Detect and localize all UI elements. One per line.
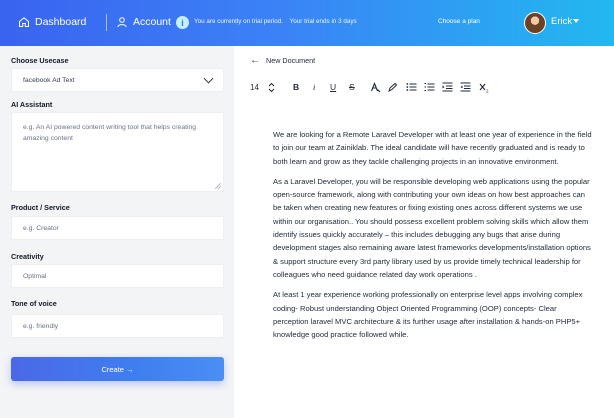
outdent-icon[interactable] bbox=[460, 80, 471, 94]
choose-plan-link[interactable]: Choose a plan bbox=[438, 18, 480, 25]
text-color-icon[interactable] bbox=[370, 80, 381, 94]
assistant-placeholder: e.g. An AI powered content writing tool that helps creating amazing content bbox=[23, 124, 197, 142]
usecase-label: Choose Usecase bbox=[11, 56, 69, 65]
document-editor bbox=[234, 46, 614, 418]
user-icon bbox=[116, 16, 128, 28]
tone-label: Tone of voice bbox=[11, 299, 57, 308]
trial-remaining: Your trial ends in 3 days bbox=[289, 18, 357, 25]
usecase-value: facebook Ad Text bbox=[23, 76, 75, 84]
document-body[interactable] bbox=[273, 128, 593, 348]
font-size-value[interactable]: 14 bbox=[250, 82, 259, 92]
document-title: New Document bbox=[266, 56, 316, 65]
creativity-value: Optimal bbox=[23, 272, 47, 280]
subscript-icon[interactable] bbox=[479, 80, 490, 94]
creativity-label: Creativity bbox=[11, 252, 44, 261]
info-icon: i bbox=[176, 16, 189, 29]
indent-icon[interactable] bbox=[442, 80, 453, 94]
assistant-textarea[interactable] bbox=[11, 112, 224, 192]
stepper-icon bbox=[268, 82, 275, 93]
back-to-documents[interactable] bbox=[250, 55, 315, 66]
bullet-list-icon[interactable] bbox=[406, 80, 417, 94]
numbered-list-icon[interactable] bbox=[424, 80, 435, 94]
top-navigation-bar bbox=[0, 0, 614, 46]
home-icon bbox=[18, 16, 30, 28]
generator-sidebar bbox=[0, 46, 234, 418]
arrow-left-icon: ← bbox=[250, 55, 260, 66]
tone-placeholder: e.g. friendly bbox=[23, 322, 59, 330]
resize-handle-icon[interactable] bbox=[215, 183, 221, 189]
product-input[interactable] bbox=[11, 216, 224, 240]
trial-banner bbox=[194, 18, 362, 25]
underline-icon[interactable]: U bbox=[330, 82, 337, 92]
italic-icon[interactable]: i bbox=[313, 82, 316, 92]
nav-divider bbox=[106, 14, 107, 31]
document-paragraph: We are looking for a Remote Laravel Developer with at least one year of experience in the field to join our team at Zainiklab. The ideal candidate will have recently graduated and is ready to both learn and grow as they tackle challenging projects in an innovative environment. bbox=[273, 130, 592, 166]
font-size-stepper[interactable] bbox=[268, 80, 275, 94]
highlighter-icon[interactable] bbox=[387, 80, 398, 94]
svg-text:2: 2 bbox=[486, 88, 489, 93]
usecase-select[interactable] bbox=[11, 68, 224, 92]
product-placeholder: e.g. Creator bbox=[23, 224, 59, 232]
chevron-down-icon[interactable] bbox=[573, 19, 579, 23]
creativity-select[interactable] bbox=[11, 264, 224, 288]
tone-input[interactable] bbox=[11, 314, 224, 338]
assistant-label: AI Assistant bbox=[11, 100, 53, 109]
nav-dashboard[interactable] bbox=[18, 16, 86, 28]
user-name[interactable]: Erick bbox=[551, 16, 573, 27]
document-paragraph: As a Laravel Developer, you will be responsible developing web applications using the popular open-source framework, along with contributing your own ideas on how best approaches can be taken when creating new features or fixing existing ones across different systems we use within our organisation.. You should possess excellent problem solving skills which allow them identify issues quickly accurately – this includes debugging any bugs that arise during development stages also remaining aware latest frameworks developments/installation options & support structure every 3rd party library used by us provide timely technical leadership for colleagues who need guidance related day work operations . bbox=[273, 176, 591, 279]
nav-account[interactable] bbox=[116, 16, 171, 28]
nav-dashboard-label: Dashboard bbox=[35, 16, 87, 28]
strikethrough-icon[interactable]: S bbox=[349, 82, 355, 92]
product-label: Product / Service bbox=[11, 203, 70, 212]
avatar[interactable] bbox=[524, 12, 546, 34]
create-button[interactable]: Create → bbox=[11, 357, 224, 381]
nav-account-label: Account bbox=[133, 16, 171, 28]
trial-notice: You are currently on trial period. bbox=[194, 18, 284, 25]
document-paragraph: At least 1 year experience working professionally on enterprise level apps involving complex coding- Robust understanding Object Oriented Programming (OOP) concepts- Clear perception laravel MVC architecture & its further usage after installation & hands-on PHP5+ knowledge good practice followed while. bbox=[273, 290, 583, 340]
bold-icon[interactable]: B bbox=[293, 82, 300, 92]
chevron-down-icon bbox=[204, 73, 214, 83]
